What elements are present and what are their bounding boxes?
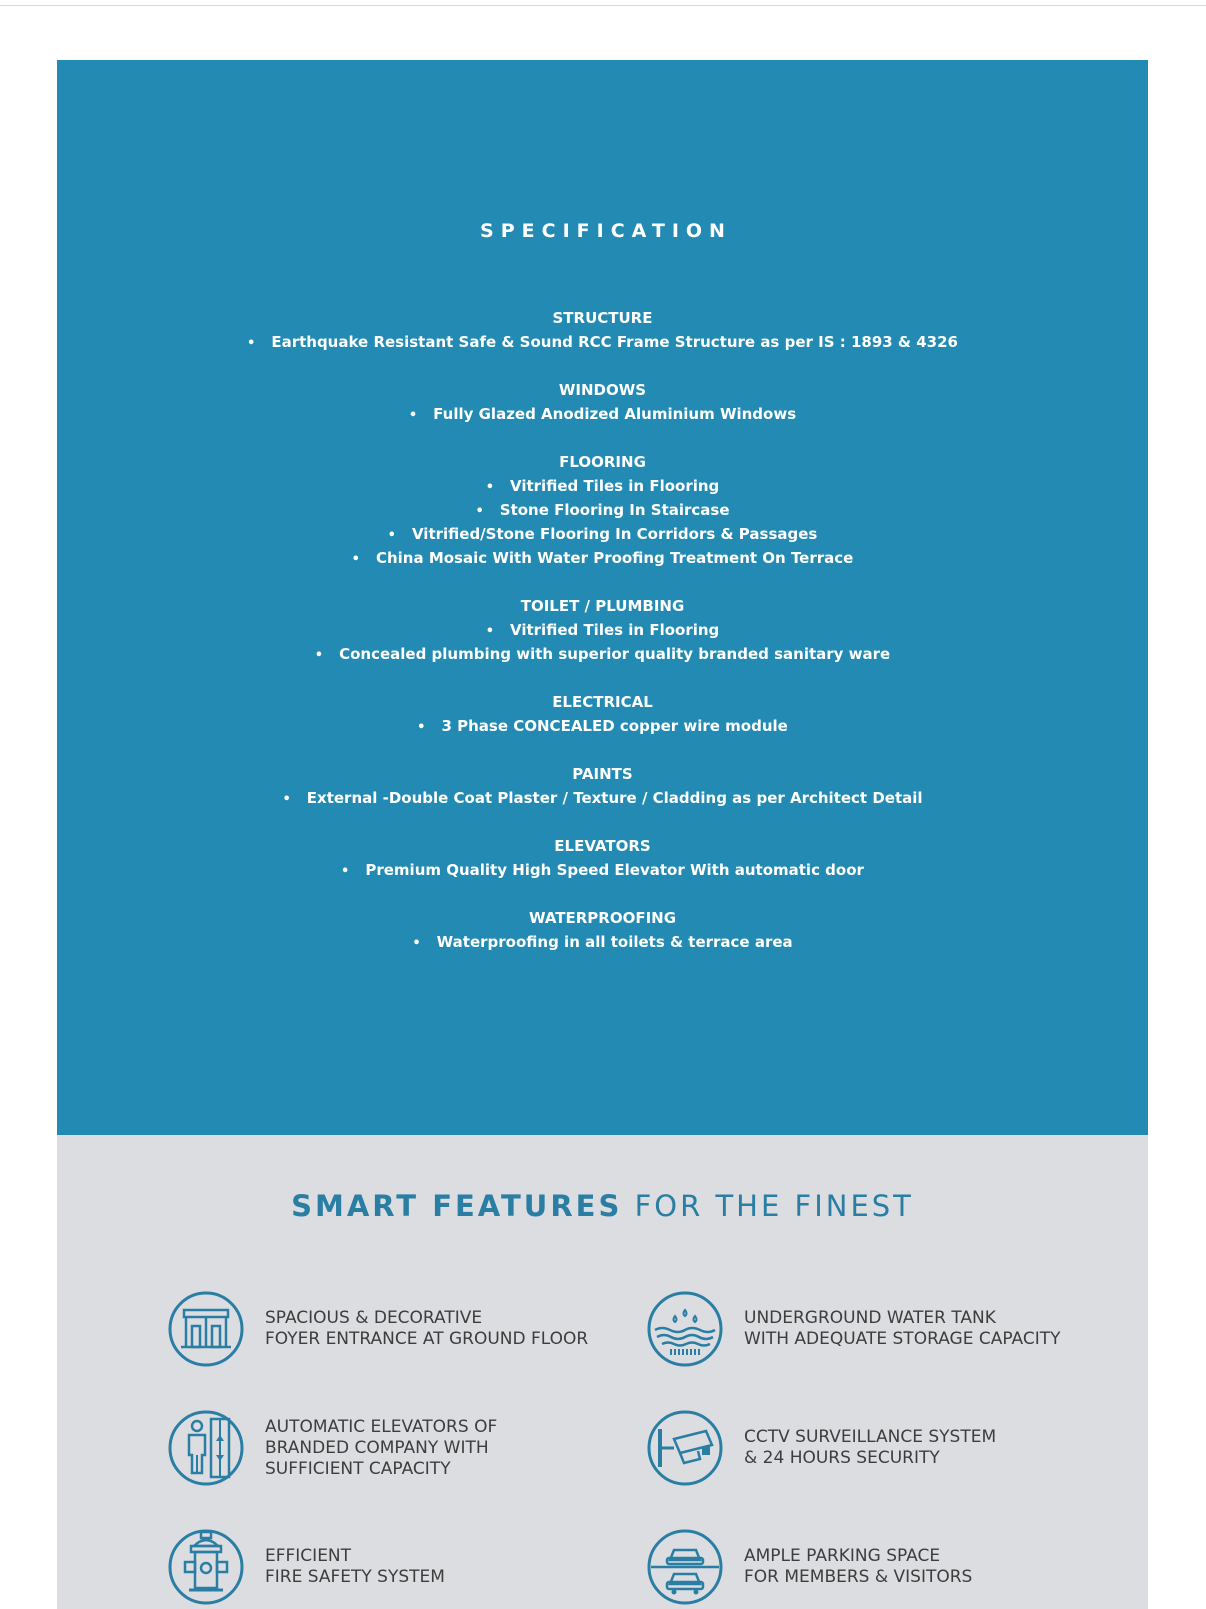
elevator-icon [167, 1409, 245, 1487]
bullet-icon: • [282, 792, 291, 807]
bullet-icon: • [314, 648, 324, 663]
spec-list-item [57, 642, 1148, 666]
spec-list-item [57, 714, 1148, 738]
spec-item-text: Vitrified Tiles in Flooring [510, 477, 720, 495]
spec-heading: TOILET / PLUMBING [520, 597, 685, 615]
spec-section-elevators [57, 834, 1148, 882]
feature-text [744, 1290, 1061, 1368]
spec-item-text: Waterproofing in all toilets & terrace area [436, 933, 793, 951]
spec-section-toilet-plumbing [57, 594, 1148, 666]
spec-heading: ELECTRICAL [552, 693, 653, 711]
spec-item-text: Vitrified Tiles in Flooring [510, 621, 720, 639]
feature-line: CCTV SURVEILLANCE SYSTEM [744, 1427, 997, 1447]
spec-section-waterproofing [57, 906, 1148, 954]
feature-line: SPACIOUS & DECORATIVE [265, 1308, 483, 1328]
spec-item-text: Earthquake Resistant Safe & Sound RCC Frame Structure as per IS : 1893 & 4326 [271, 333, 958, 351]
smart-features-title [57, 1189, 1148, 1223]
specification-panel [57, 60, 1148, 1135]
cctv-camera-icon [646, 1409, 724, 1487]
spec-list-item [57, 786, 1148, 810]
features-title-strong: SMART FEATURES [291, 1189, 623, 1223]
spec-heading: WATERPROOFING [528, 909, 677, 927]
feature-line: BRANDED COMPANY WITH [265, 1437, 489, 1458]
feature-line: & 24 HOURS SECURITY [744, 1448, 940, 1468]
feature-line: AMPLE PARKING SPACE [744, 1546, 941, 1566]
bullet-icon: • [387, 528, 396, 543]
feature-cctv [646, 1409, 1126, 1489]
spec-section-flooring [57, 450, 1148, 570]
foyer-entrance-icon [167, 1290, 245, 1368]
feature-line: FIRE SAFETY SYSTEM [265, 1567, 445, 1587]
spec-heading: PAINTS [572, 765, 633, 783]
feature-line: WITH ADEQUATE STORAGE CAPACITY [744, 1329, 1061, 1349]
feature-line: FOR MEMBERS & VISITORS [744, 1567, 973, 1587]
feature-parking [646, 1528, 1126, 1608]
specification-sections [57, 306, 1148, 978]
smart-features-panel [57, 1135, 1148, 1609]
spec-item-text: Concealed plumbing with superior quality branded sanitary ware [339, 645, 891, 663]
spec-heading: STRUCTURE [552, 309, 653, 327]
spec-list-item [57, 522, 1148, 546]
feature-line: AUTOMATIC ELEVATORS OF [265, 1416, 498, 1437]
bullet-icon: • [485, 480, 494, 495]
spec-item-text: 3 Phase CONCEALED copper wire module [441, 717, 788, 735]
feature-text [744, 1528, 972, 1606]
feature-elevators [167, 1409, 647, 1489]
spec-section-electrical [57, 690, 1148, 738]
feature-line: EFFICIENT [265, 1546, 352, 1566]
spec-list-item [57, 498, 1148, 522]
bullet-icon: • [351, 552, 360, 567]
feature-text [744, 1409, 996, 1487]
top-divider [0, 5, 1206, 6]
bullet-icon: • [247, 336, 256, 351]
spec-list-item [57, 930, 1148, 954]
spec-list-item [57, 330, 1148, 354]
feature-line: SUFFICIENT CAPACITY [265, 1458, 451, 1479]
feature-foyer-entrance [167, 1290, 647, 1370]
spec-item-text: China Mosaic With Water Proofing Treatment On Terrace [375, 549, 854, 567]
bullet-icon: • [475, 504, 484, 519]
spec-item-text: Premium Quality High Speed Elevator With automatic door [365, 861, 864, 879]
bullet-icon: • [485, 624, 494, 639]
spec-item-text: Vitrified/Stone Flooring In Corridors & Passages [411, 525, 818, 543]
spec-list-item [57, 858, 1148, 882]
feature-line: FOYER ENTRANCE AT GROUND FLOOR [265, 1329, 589, 1349]
spec-list-item [57, 618, 1148, 642]
spec-item-text: External -Double Coat Plaster / Texture / Cladding as per Architect Detail [306, 789, 923, 807]
spec-item-text: Stone Flooring In Staircase [499, 501, 730, 519]
feature-water-tank [646, 1290, 1126, 1370]
bullet-icon: • [408, 408, 418, 423]
feature-text [265, 1290, 588, 1368]
spec-heading: WINDOWS [558, 381, 647, 399]
spec-list-item [57, 546, 1148, 570]
specification-title: SPECIFICATION [480, 220, 732, 242]
spec-section-structure [57, 306, 1148, 354]
feature-text [265, 1409, 497, 1487]
feature-fire-safety [167, 1528, 647, 1608]
spec-item-text: Fully Glazed Anodized Aluminium Windows [433, 405, 797, 423]
spec-heading: FLOORING [559, 453, 646, 471]
fire-hydrant-icon [167, 1528, 245, 1606]
feature-text [265, 1528, 445, 1606]
spec-list-item [57, 402, 1148, 426]
feature-line: UNDERGROUND WATER TANK [744, 1308, 996, 1328]
bullet-icon: • [417, 720, 426, 735]
parking-cars-icon [646, 1528, 724, 1606]
spec-section-windows [57, 378, 1148, 426]
spec-section-paints [57, 762, 1148, 810]
features-title-light: FOR THE FINEST [634, 1189, 914, 1223]
water-tank-icon [646, 1290, 724, 1368]
bullet-icon: • [412, 936, 421, 951]
spec-heading: ELEVATORS [554, 837, 651, 855]
bullet-icon: • [341, 864, 350, 879]
spec-list-item [57, 474, 1148, 498]
